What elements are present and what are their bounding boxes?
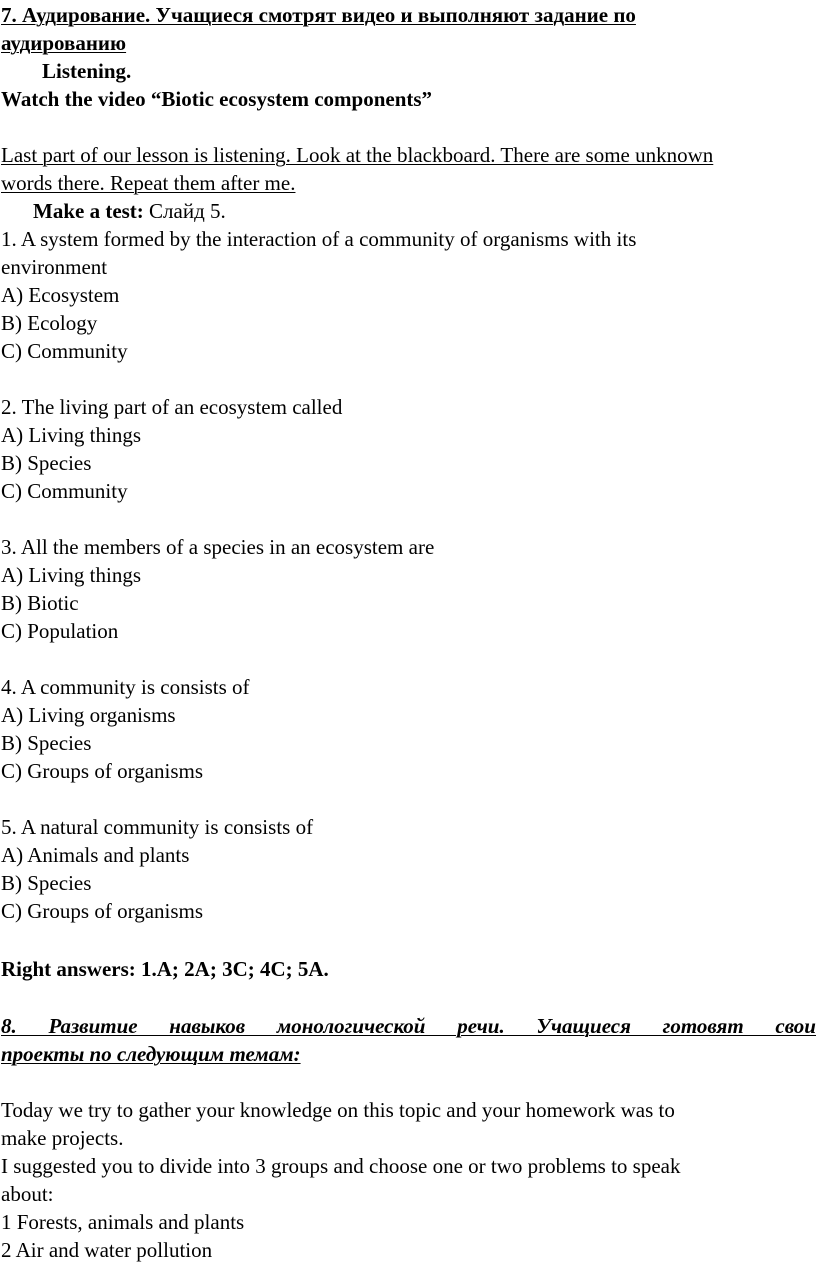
slide-reference: Слайд 5. (143, 199, 226, 223)
question-1-option-c: C) Community (1, 339, 128, 363)
question-1-option-a: A) Ecosystem (1, 283, 120, 307)
question-4-text: 4. A community is consists of (1, 675, 250, 699)
question-5-option-b: B) Species (1, 871, 92, 895)
right-answers: Right answers: 1.A; 2A; 3C; 4C; 5A. (1, 957, 329, 981)
question-4-option-a: A) Living organisms (1, 703, 176, 727)
question-4-option-b: B) Species (1, 731, 92, 755)
question-1-option-b: B) Ecology (1, 311, 98, 335)
paragraph-2-line-1: I suggested you to divide into 3 groups and choose one or two problems to speak (1, 1154, 681, 1178)
question-1-text-line-2: environment (1, 255, 108, 279)
question-2-option-a: A) Living things (1, 423, 141, 447)
section-7-heading-line-2: аудированию (1, 31, 127, 55)
intro-line-1: Last part of our lesson is listening. Look at the blackboard. There are some unknown (1, 143, 714, 167)
question-1-text-line-1: 1. A system formed by the interaction of a community of organisms with its (1, 227, 637, 251)
paragraph-1-line-2: make projects. (1, 1126, 124, 1150)
question-5-option-a: A) Animals and plants (1, 843, 190, 867)
question-5-option-c: C) Groups of organisms (1, 899, 204, 923)
question-2-option-b: B) Species (1, 451, 92, 475)
paragraph-1-line-1: Today we try to gather your knowledge on this topic and your homework was to (1, 1098, 675, 1122)
section-8-heading-line-1: 8. Развитие навыков монологической речи. Учащиеся готовят свои (1, 1014, 816, 1038)
section-8-heading-line-2: проекты по следующим темам: (1, 1042, 301, 1066)
question-3-option-b: B) Biotic (1, 591, 79, 615)
topic-item-2: 2 Air and water pollution (1, 1238, 213, 1262)
make-test-line (33, 197, 226, 225)
section-7-heading-line-1: 7. Аудирование. Учащиеся смотрят видео и выполняют задание по (1, 3, 636, 27)
watch-video-label: Watch the video “Biotic ecosystem components” (1, 87, 433, 111)
make-test-label: Make a test: (33, 199, 144, 223)
question-2-option-c: C) Community (1, 479, 128, 503)
paragraph-2-line-2: about: (1, 1182, 54, 1206)
listening-label: Listening. (42, 59, 132, 83)
topic-item-1: 1 Forests, animals and plants (1, 1210, 245, 1234)
question-3-text: 3. All the members of a species in an ecosystem are (1, 535, 435, 559)
question-2-text: 2. The living part of an ecosystem called (1, 395, 343, 419)
question-5-text: 5. A natural community is consists of (1, 815, 314, 839)
intro-line-2: words there. Repeat them after me. (1, 171, 296, 195)
question-3-option-a: A) Living things (1, 563, 141, 587)
question-4-option-c: C) Groups of organisms (1, 759, 204, 783)
question-3-option-c: C) Population (1, 619, 119, 643)
